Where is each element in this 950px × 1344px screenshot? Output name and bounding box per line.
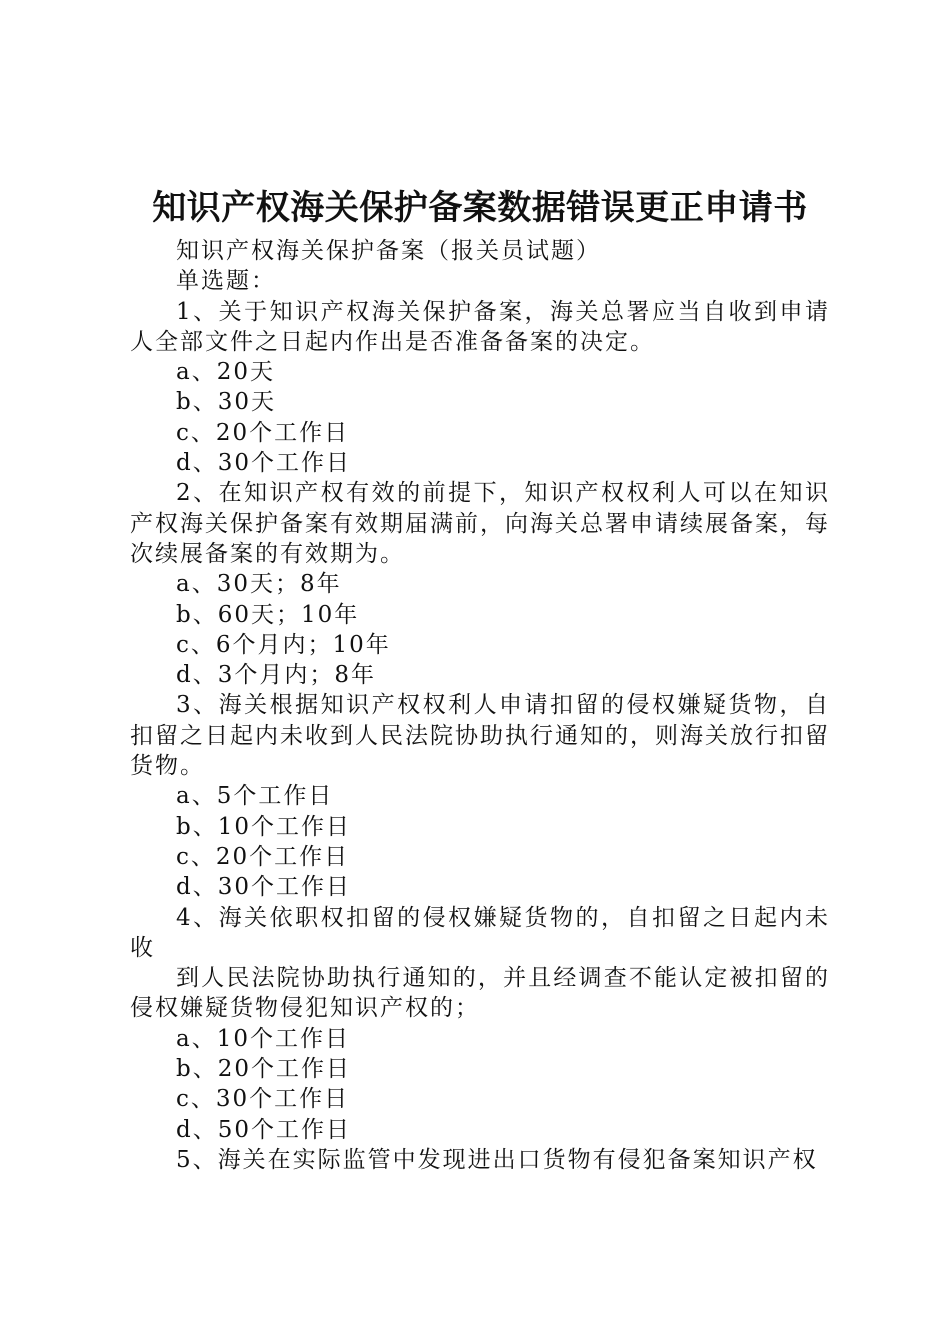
question-5: 5、海关在实际监管中发现进出口货物有侵犯备案知识产权 [176,1146,818,1173]
question-2-option-a: a、30天；8年 [176,571,342,598]
question-1-option-c: c、20个工作日 [176,419,350,446]
question-4-option-a: a、10个工作日 [176,1025,350,1052]
document-title: 知识产权海关保护备案数据错误更正申请书 [152,188,808,228]
question-4-continued: 到人民法院协助执行通知的，并且经调查不能认定被扣留的侵权嫌疑货物侵犯知识产权的； [130,965,830,1022]
section-heading: 单选题： [176,268,276,295]
question-2-option-c: c、6个月内；10年 [176,631,391,658]
question-3-option-a: a、5个工作日 [176,783,334,810]
question-3-option-b: b、10个工作日 [176,813,351,840]
question-2-option-d: d、3个月内；8年 [176,662,376,689]
question-4-option-d: d、50个工作日 [176,1116,351,1143]
question-1: 1、关于知识产权海关保护备案，海关总署应当自收到申请人全部文件之日起内作出是否准备备案的决定。 [130,298,830,355]
question-4: 4、海关依职权扣留的侵权嫌疑货物的，自扣留之日起内未收 [130,904,830,961]
document-body [130,236,830,1175]
question-1-option-d: d、30个工作日 [176,450,351,477]
question-3-option-d: d、30个工作日 [176,874,351,901]
document-page [130,186,830,1175]
question-1-option-a: a、20天 [176,359,275,386]
question-3-option-c: c、20个工作日 [176,843,350,870]
question-1-option-b: b、30天 [176,389,276,416]
question-2: 2、在知识产权有效的前提下，知识产权权利人可以在知识产权海关保护备案有效期届满前，向海关总署申请续展备案，每次续展备案的有效期为。 [130,480,830,567]
question-4-option-b: b、20个工作日 [176,1056,351,1083]
question-4-option-c: c、30个工作日 [176,1086,350,1113]
question-3: 3、海关根据知识产权权利人申请扣留的侵权嫌疑货物，自扣留之日起内未收到人民法院协助执行通知的，则海关放行扣留货物。 [130,692,830,780]
subtitle: 知识产权海关保护备案（报关员试题） [176,238,601,264]
question-2-option-b: b、60天；10年 [176,601,360,628]
